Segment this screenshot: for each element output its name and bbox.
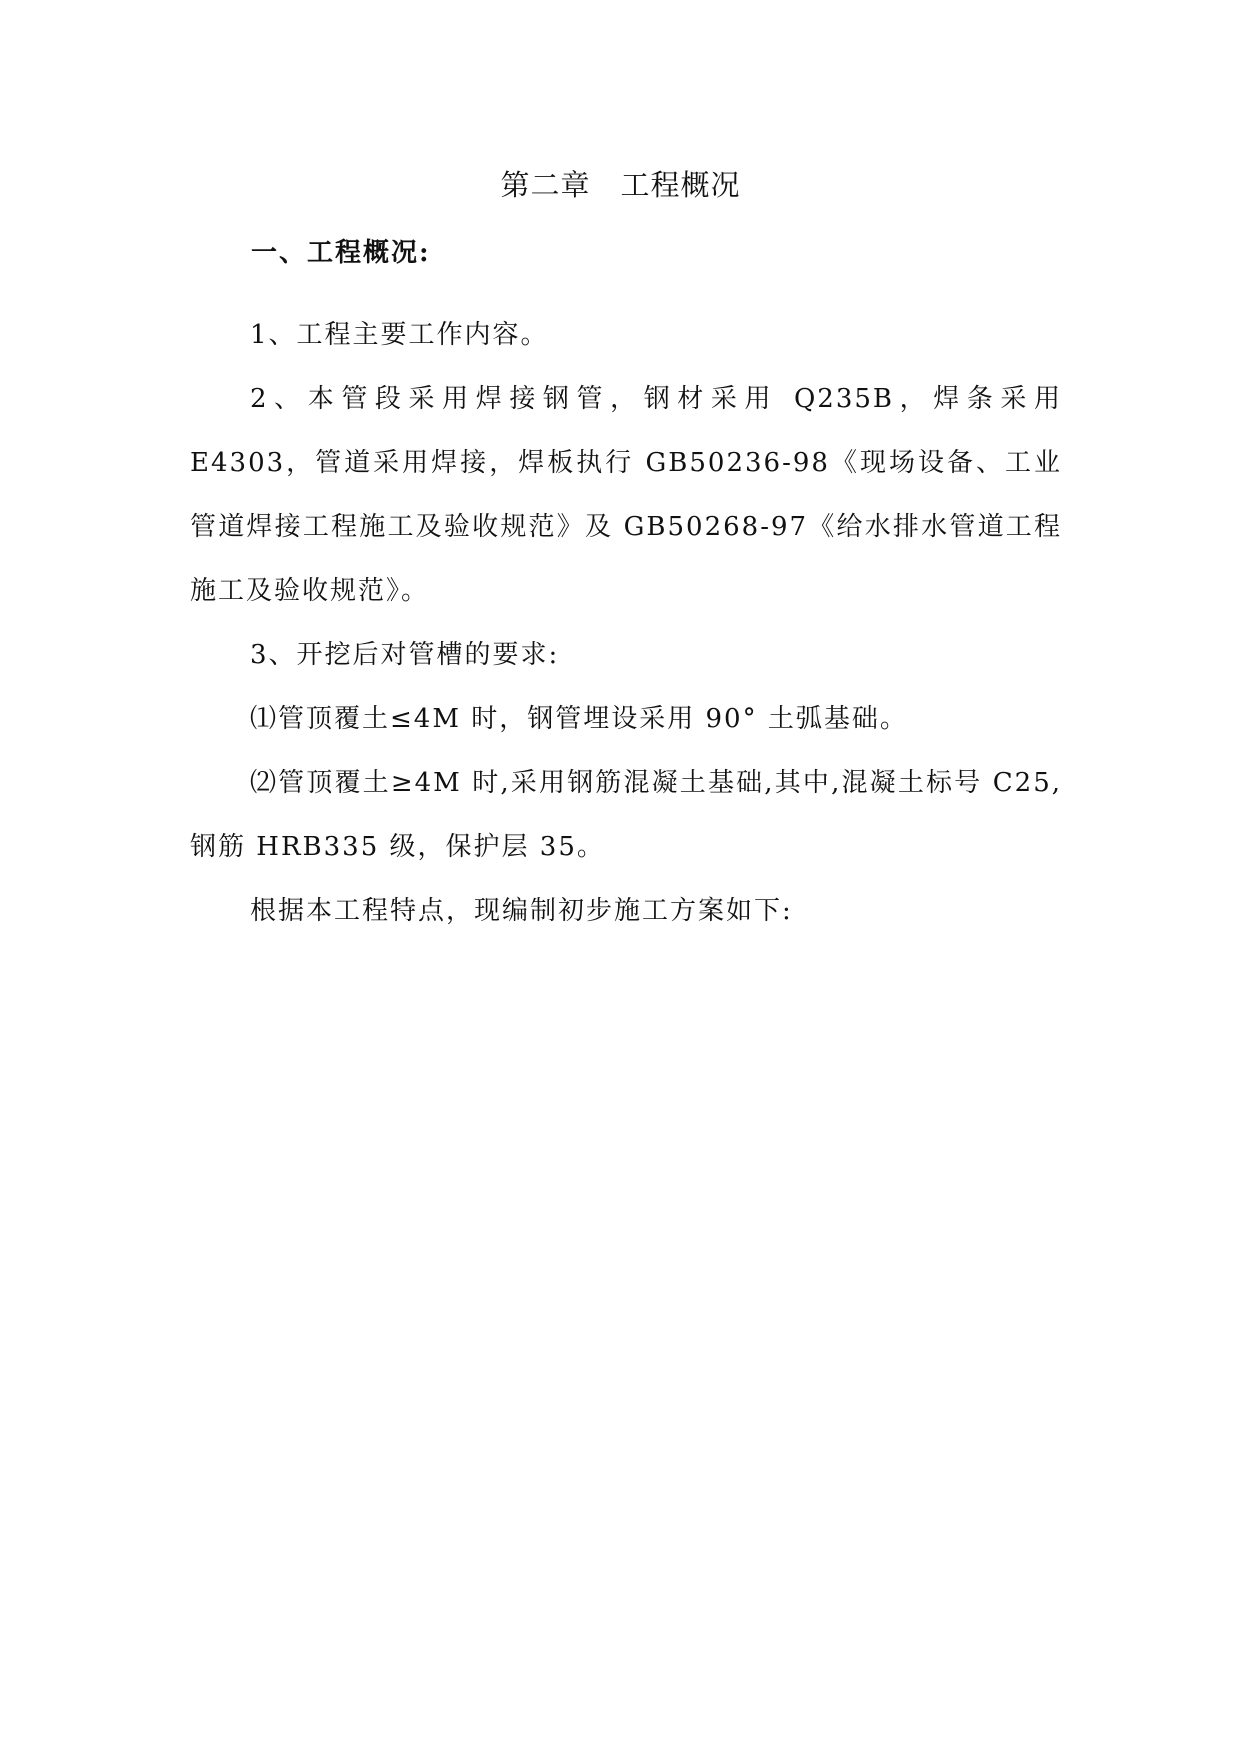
chapter-title: 第二章 工程概况 <box>500 168 741 202</box>
paragraph-construction-plan: 根据本工程特点，现编制初步施工方案如下: <box>250 896 793 926</box>
paragraph-requirement-1: ⑴管顶覆土≤4M 时，钢管埋设采用 90° 土弧基础。 <box>250 704 908 734</box>
paragraph-work-content: 1、工程主要工作内容。 <box>250 320 549 350</box>
paragraph-materials-standards: 2、本管段采用焊接钢管，钢材采用 Q235B，焊条采用 E4303，管道采用焊接，焊板执行 GB50236-98《现场设备、工业管道焊接工程施工及验收规范》及 GB50268-97《给水排水管道工程施工及验收规范》。 <box>190 384 1062 606</box>
body-text <box>190 303 1062 943</box>
paragraph-requirement-2: ⑵管顶覆土≥4M 时,采用钢筋混凝土基础,其中,混凝土标号 C25,钢筋 HRB335 级，保护层 35。 <box>190 768 1062 862</box>
paragraph-trench-requirements: 3、开挖后对管槽的要求: <box>250 640 560 670</box>
section-heading: 一、工程概况: <box>251 238 431 268</box>
